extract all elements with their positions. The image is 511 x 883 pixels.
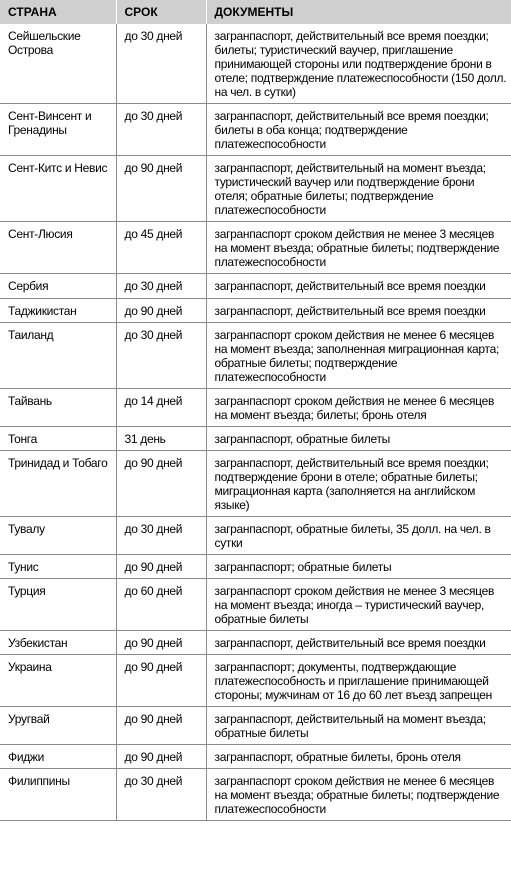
country-cell: Сент-Китс и Невис — [0, 156, 116, 222]
documents-cell: загранпаспорт, действительный все время поездки; билеты в оба конца; подтверждение платежеспособности — [206, 104, 511, 156]
table-row — [0, 298, 511, 322]
country-cell: Украина — [0, 655, 116, 707]
country-cell: Уругвай — [0, 707, 116, 745]
term-cell: до 90 дней — [116, 156, 206, 222]
term-cell: до 30 дней — [116, 24, 206, 104]
country-cell: Таиланд — [0, 322, 116, 388]
country-cell: Турция — [0, 578, 116, 630]
country-cell: Сент-Люсия — [0, 222, 116, 274]
table-row — [0, 388, 511, 426]
documents-cell: загранпаспорт, действительный все время поездки; билеты; туристический ваучер, приглашение принимающей стороны или подтверждение брони в отеле; подтверждение платежеспособности (150 долл. на чел. в сутки) — [206, 24, 511, 104]
table-row — [0, 274, 511, 298]
country-cell: Сент-Винсент и Гренадины — [0, 104, 116, 156]
country-cell: Тринидад и Тобаго — [0, 450, 116, 516]
documents-cell: загранпаспорт сроком действия не менее 6 месяцев на момент въезда; билеты; бронь отеля — [206, 388, 511, 426]
documents-cell: загранпаспорт, действительный все время поездки — [206, 274, 511, 298]
country-cell: Сейшельские Острова — [0, 24, 116, 104]
country-cell: Тувалу — [0, 516, 116, 554]
term-cell: до 30 дней — [116, 769, 206, 821]
documents-cell: загранпаспорт; документы, подтверждающие платежеспособность и приглашение принимающей стороны; мужчинам от 16 до 60 лет въезд запрещен — [206, 655, 511, 707]
term-cell: до 30 дней — [116, 322, 206, 388]
table-row — [0, 554, 511, 578]
documents-cell: загранпаспорт, действительный все время поездки; подтверждение брони в отеле; обратные билеты; миграционная карта (заполняется на английском языке) — [206, 450, 511, 516]
table-row — [0, 745, 511, 769]
country-cell: Узбекистан — [0, 631, 116, 655]
table-row — [0, 707, 511, 745]
documents-cell: загранпаспорт сроком действия не менее 3 месяцев на момент въезда; обратные билеты; подтверждение платежеспособности — [206, 222, 511, 274]
documents-cell: загранпаспорт сроком действия не менее 6 месяцев на момент въезда; обратные билеты; подтверждение платежеспособности — [206, 769, 511, 821]
table-row — [0, 104, 511, 156]
table-row — [0, 426, 511, 450]
documents-cell: загранпаспорт; обратные билеты — [206, 554, 511, 578]
term-cell: до 30 дней — [116, 104, 206, 156]
documents-cell: загранпаспорт сроком действия не менее 6 месяцев на момент въезда; заполненная миграционная карта; обратные билеты; подтверждение платежеспособности — [206, 322, 511, 388]
term-cell: до 90 дней — [116, 554, 206, 578]
header-country: СТРАНА — [0, 0, 116, 24]
country-cell: Тайвань — [0, 388, 116, 426]
country-cell: Тонга — [0, 426, 116, 450]
table-row — [0, 516, 511, 554]
documents-cell: загранпаспорт, действительный на момент въезда; туристический ваучер или подтверждение брони отеля; обратные билеты; подтверждение платежеспособности — [206, 156, 511, 222]
documents-cell: загранпаспорт, действительный на момент въезда; обратные билеты — [206, 707, 511, 745]
term-cell: до 90 дней — [116, 631, 206, 655]
documents-cell: загранпаспорт, действительный все время поездки — [206, 631, 511, 655]
documents-cell: загранпаспорт, обратные билеты — [206, 426, 511, 450]
header-term: СРОК — [116, 0, 206, 24]
term-cell: до 90 дней — [116, 655, 206, 707]
country-cell: Филиппины — [0, 769, 116, 821]
country-cell: Сербия — [0, 274, 116, 298]
country-cell: Фиджи — [0, 745, 116, 769]
documents-cell: загранпаспорт, обратные билеты, бронь отеля — [206, 745, 511, 769]
term-cell: до 60 дней — [116, 578, 206, 630]
term-cell: до 14 дней — [116, 388, 206, 426]
documents-cell: загранпаспорт, действительный все время поездки — [206, 298, 511, 322]
term-cell: до 90 дней — [116, 450, 206, 516]
table-row — [0, 156, 511, 222]
term-cell: 31 день — [116, 426, 206, 450]
country-cell: Тунис — [0, 554, 116, 578]
term-cell: до 30 дней — [116, 516, 206, 554]
table-header-row — [0, 0, 511, 24]
table-row — [0, 222, 511, 274]
term-cell: до 90 дней — [116, 745, 206, 769]
documents-cell: загранпаспорт, обратные билеты, 35 долл. на чел. в сутки — [206, 516, 511, 554]
header-documents: ДОКУМЕНТЫ — [206, 0, 511, 24]
table-row — [0, 769, 511, 821]
term-cell: до 45 дней — [116, 222, 206, 274]
table-row — [0, 655, 511, 707]
term-cell: до 90 дней — [116, 298, 206, 322]
table-row — [0, 24, 511, 104]
table-body — [0, 24, 511, 821]
documents-cell: загранпаспорт сроком действия не менее 3 месяцев на момент въезда; иногда – туристический ваучер, обратные билеты — [206, 578, 511, 630]
table-row — [0, 322, 511, 388]
term-cell: до 30 дней — [116, 274, 206, 298]
country-cell: Таджикистан — [0, 298, 116, 322]
term-cell: до 90 дней — [116, 707, 206, 745]
table-row — [0, 578, 511, 630]
table-row — [0, 631, 511, 655]
table-row — [0, 450, 511, 516]
